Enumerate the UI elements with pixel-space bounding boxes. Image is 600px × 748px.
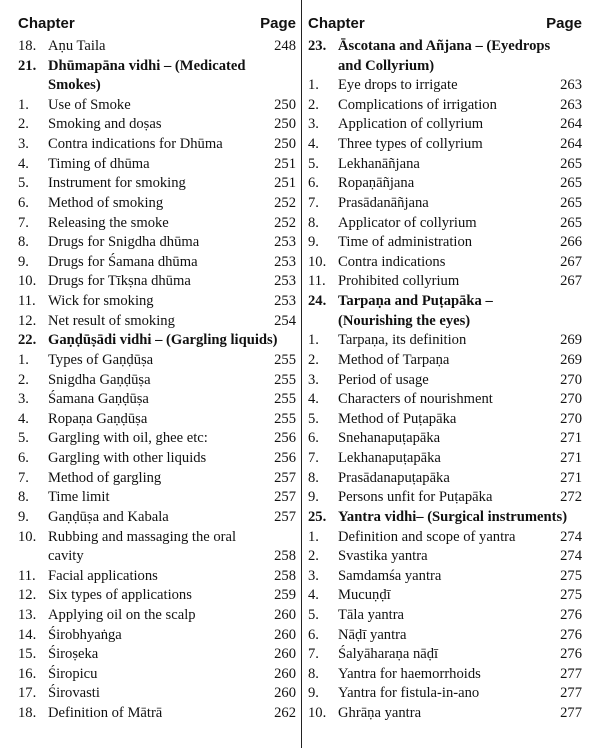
entry-title: Complications of irrigation bbox=[338, 96, 497, 113]
entry-page-number: 264 bbox=[560, 136, 582, 153]
toc-entry bbox=[18, 528, 296, 548]
toc-entry bbox=[18, 214, 296, 234]
entry-number: 23. bbox=[308, 38, 327, 54]
entry-title: Āscotana and Añjana – (Eyedrops bbox=[338, 38, 551, 54]
entry-number: 1. bbox=[18, 351, 29, 368]
entry-number: 6. bbox=[308, 430, 319, 447]
entry-page-number: 258 bbox=[274, 548, 296, 565]
entry-page-number: 250 bbox=[274, 96, 296, 113]
toc-entry bbox=[308, 371, 582, 391]
entry-page-number: 250 bbox=[274, 116, 296, 133]
entry-page-number: 260 bbox=[274, 626, 296, 643]
entry-number: 2. bbox=[18, 371, 29, 388]
toc-entry bbox=[308, 57, 582, 77]
toc-entry bbox=[308, 704, 582, 724]
entry-title: Śalyāharaṇa nāḍī bbox=[338, 646, 439, 663]
toc-entry bbox=[18, 449, 296, 469]
entry-page-number: 260 bbox=[274, 665, 296, 682]
entry-title: Persons unfit for Puṭapāka bbox=[338, 489, 493, 506]
toc-entry bbox=[18, 429, 296, 449]
entry-title: Nāḍī yantra bbox=[338, 626, 407, 643]
entry-page-number: 277 bbox=[560, 665, 582, 682]
toc-entry bbox=[308, 469, 582, 489]
toc-entry bbox=[308, 528, 582, 548]
entry-number: 10. bbox=[18, 273, 37, 290]
entry-number: 7. bbox=[18, 469, 29, 486]
entry-title: Lekhanāñjana bbox=[338, 155, 420, 172]
entry-title: Ghrāṇa yantra bbox=[338, 705, 422, 722]
entry-title: (Nourishing the eyes) bbox=[338, 312, 471, 329]
column-header bbox=[18, 15, 296, 37]
entry-title: Contra indications bbox=[338, 253, 446, 270]
toc-entry bbox=[18, 272, 296, 292]
entry-number: 14. bbox=[18, 626, 37, 643]
toc-entry bbox=[308, 174, 582, 194]
toc-entry bbox=[18, 371, 296, 391]
entry-page-number: 252 bbox=[274, 214, 296, 231]
entry-page-number: 248 bbox=[274, 38, 296, 54]
toc-entry bbox=[18, 390, 296, 410]
entry-title: Method of gargling bbox=[48, 469, 162, 486]
entry-page-number: 257 bbox=[274, 508, 296, 525]
entry-title: Mucuṇḍī bbox=[338, 587, 391, 604]
entry-title: Characters of nourishment bbox=[338, 391, 493, 408]
toc-entry bbox=[18, 233, 296, 253]
toc-entry bbox=[18, 194, 296, 214]
entry-number: 6. bbox=[308, 626, 319, 643]
entry-page-number: 257 bbox=[274, 489, 296, 506]
entry-number: 6. bbox=[18, 450, 29, 467]
entry-title: Net result of smoking bbox=[48, 312, 175, 329]
toc-entry bbox=[18, 312, 296, 332]
entry-title: Yantra for haemorrhoids bbox=[338, 665, 481, 682]
entry-title: Time of administration bbox=[338, 234, 473, 251]
entry-page-number: 253 bbox=[274, 253, 296, 270]
toc-entry bbox=[308, 135, 582, 155]
entry-title: Definition of Mātrā bbox=[48, 705, 163, 722]
toc-entry bbox=[18, 155, 296, 175]
chapter-header-label: Chapter bbox=[18, 15, 75, 32]
entry-number: 3. bbox=[308, 371, 319, 388]
entry-number: 1. bbox=[308, 528, 319, 545]
entry-number: 3. bbox=[18, 391, 29, 408]
entry-title: Aṇu Taila bbox=[48, 38, 106, 54]
entry-number: 1. bbox=[308, 332, 319, 349]
toc-entry bbox=[308, 233, 582, 253]
entry-number: 4. bbox=[308, 391, 319, 408]
toc-entry bbox=[18, 704, 296, 724]
toc-entry bbox=[308, 567, 582, 587]
entry-number: 9. bbox=[18, 508, 29, 525]
toc-entry bbox=[18, 665, 296, 685]
entry-number: 3. bbox=[308, 567, 319, 584]
entry-number: 5. bbox=[18, 175, 29, 192]
entry-number: 6. bbox=[18, 194, 29, 211]
entry-number: 11. bbox=[18, 567, 36, 584]
entry-page-number: 267 bbox=[560, 273, 582, 290]
entry-title: and Collyrium) bbox=[338, 57, 435, 74]
toc-entry bbox=[308, 429, 582, 449]
toc-entry bbox=[18, 76, 296, 96]
toc-entry bbox=[18, 37, 296, 57]
entry-page-number: 271 bbox=[560, 450, 582, 467]
entry-title: Drugs for Śamana dhūma bbox=[48, 253, 198, 270]
entry-title: Śiroṣeka bbox=[48, 646, 99, 663]
entry-number: 5. bbox=[308, 155, 319, 172]
entry-title: Method of Tarpaṇa bbox=[338, 351, 450, 368]
entry-title: Gargling with other liquids bbox=[48, 450, 207, 467]
entry-number: 4. bbox=[308, 587, 319, 604]
entry-title: Eye drops to irrigate bbox=[338, 77, 458, 94]
entry-title: Drugs for Snigdha dhūma bbox=[48, 234, 200, 251]
right-column bbox=[301, 0, 600, 748]
toc-entry bbox=[308, 586, 582, 606]
toc-entry bbox=[308, 665, 582, 685]
entry-page-number: 258 bbox=[274, 567, 296, 584]
entry-number: 7. bbox=[308, 194, 319, 211]
entry-title: Method of smoking bbox=[48, 194, 164, 211]
entry-number: 8. bbox=[308, 665, 319, 682]
toc-entry bbox=[18, 469, 296, 489]
entry-page-number: 251 bbox=[274, 155, 296, 172]
entry-page-number: 254 bbox=[274, 312, 296, 329]
entry-title: Application of collyrium bbox=[338, 116, 484, 133]
entry-page-number: 256 bbox=[274, 450, 296, 467]
entry-page-number: 259 bbox=[274, 587, 296, 604]
entry-page-number: 276 bbox=[560, 626, 582, 643]
entry-page-number: 253 bbox=[274, 293, 296, 310]
entry-title: Tarpaṇa, its definition bbox=[338, 332, 467, 349]
entry-number: 4. bbox=[18, 410, 29, 427]
toc-entry bbox=[308, 312, 582, 332]
entry-page-number: 255 bbox=[274, 371, 296, 388]
toc-entry bbox=[308, 253, 582, 273]
toc-entry bbox=[18, 410, 296, 430]
entry-page-number: 255 bbox=[274, 391, 296, 408]
entry-number: 15. bbox=[18, 646, 37, 663]
entry-number: 10. bbox=[18, 528, 37, 545]
toc-entry bbox=[18, 96, 296, 116]
toc-entry bbox=[308, 272, 582, 292]
entry-page-number: 260 bbox=[274, 685, 296, 702]
entry-number: 7. bbox=[308, 450, 319, 467]
toc-entry bbox=[308, 331, 582, 351]
entry-title: Tarpaṇa and Puṭapāka – bbox=[338, 293, 493, 310]
entry-page-number: 251 bbox=[274, 175, 296, 192]
entry-title: Rubbing and massaging the oral bbox=[48, 528, 237, 545]
entry-page-number: 269 bbox=[560, 332, 582, 349]
entry-number: 10. bbox=[308, 705, 327, 722]
entry-title: Dhūmapāna vidhi – (Medicated bbox=[48, 57, 246, 74]
entry-title: Smokes) bbox=[48, 77, 101, 94]
entry-title: Snigdha Gaṇḍūṣa bbox=[48, 371, 151, 388]
entry-page-number: 270 bbox=[560, 391, 582, 408]
entry-page-number: 266 bbox=[560, 234, 582, 251]
column-header bbox=[308, 15, 582, 37]
toc-entry bbox=[308, 194, 582, 214]
entry-title: Timing of dhūma bbox=[48, 155, 150, 172]
toc-entry bbox=[308, 488, 582, 508]
entry-title: Wick for smoking bbox=[48, 293, 154, 310]
toc-entry bbox=[18, 567, 296, 587]
entry-number: 2. bbox=[308, 548, 319, 565]
entry-title: Yantra for fistula-in-ano bbox=[338, 685, 480, 702]
entry-number: 3. bbox=[18, 136, 29, 153]
entry-number: 9. bbox=[308, 489, 319, 506]
entry-title: cavity bbox=[48, 548, 84, 565]
entry-page-number: 262 bbox=[274, 705, 296, 722]
entry-number: 16. bbox=[18, 665, 37, 682]
entry-number: 8. bbox=[18, 489, 29, 506]
entry-title: Contra indications for Dhūma bbox=[48, 136, 223, 153]
entry-page-number: 276 bbox=[560, 606, 582, 623]
toc-entry bbox=[18, 508, 296, 528]
entry-page-number: 274 bbox=[560, 548, 582, 565]
entry-number: 11. bbox=[308, 273, 326, 290]
entry-page-number: 256 bbox=[274, 430, 296, 447]
entry-title: Smoking and doṣas bbox=[48, 116, 162, 133]
entry-title: Method of Puṭapāka bbox=[338, 410, 457, 427]
entry-title: Instrument for smoking bbox=[48, 175, 186, 192]
entry-page-number: 255 bbox=[274, 410, 296, 427]
entry-number: 1. bbox=[18, 96, 29, 113]
entry-number: 22. bbox=[18, 332, 37, 349]
entry-page-number: 257 bbox=[274, 469, 296, 486]
toc-entry bbox=[308, 96, 582, 116]
entry-number: 25. bbox=[308, 508, 327, 525]
toc-entry bbox=[308, 115, 582, 135]
toc-entry bbox=[18, 547, 296, 567]
entry-number: 5. bbox=[308, 606, 319, 623]
entry-title: Samdamśa yantra bbox=[338, 567, 442, 584]
toc-entry bbox=[18, 331, 296, 351]
toc-entry bbox=[308, 449, 582, 469]
entry-page-number: 275 bbox=[560, 587, 582, 604]
toc-entry bbox=[308, 684, 582, 704]
entry-title: Types of Gaṇḍūṣa bbox=[48, 351, 154, 368]
toc-entry bbox=[308, 606, 582, 626]
entry-number: 4. bbox=[18, 155, 29, 172]
entry-number: 3. bbox=[308, 116, 319, 133]
toc-entry bbox=[308, 37, 582, 57]
entry-page-number: 269 bbox=[560, 351, 582, 368]
page-header-label: Page bbox=[260, 15, 296, 32]
entry-title: Gaṇḍūṣādi vidhi – (Gargling liquids) bbox=[48, 332, 278, 349]
entry-title: Gargling with oil, ghee etc: bbox=[48, 430, 208, 447]
entry-page-number: 270 bbox=[560, 371, 582, 388]
entry-number: 2. bbox=[308, 351, 319, 368]
entry-number: 12. bbox=[18, 312, 37, 329]
entry-page-number: 263 bbox=[560, 77, 582, 94]
entry-number: 8. bbox=[18, 234, 29, 251]
toc-entry bbox=[18, 57, 296, 77]
entry-title: Applicator of collyrium bbox=[338, 214, 477, 231]
entry-title: Śirovasti bbox=[48, 685, 100, 702]
entry-title: Prasādanapuṭapāka bbox=[338, 469, 450, 486]
entry-number: 9. bbox=[308, 234, 319, 251]
entry-page-number: 277 bbox=[560, 705, 582, 722]
entry-page-number: 276 bbox=[560, 646, 582, 663]
entry-number: 1. bbox=[308, 77, 319, 94]
entry-page-number: 260 bbox=[274, 646, 296, 663]
toc-entry bbox=[18, 135, 296, 155]
entry-page-number: 264 bbox=[560, 116, 582, 133]
entry-title: Gaṇḍūṣa and Kabala bbox=[48, 508, 169, 525]
entry-title: Definition and scope of yantra bbox=[338, 528, 516, 545]
toc-entry bbox=[308, 626, 582, 646]
entry-page-number: 265 bbox=[560, 194, 582, 211]
toc-entry bbox=[308, 351, 582, 371]
entry-number: 10. bbox=[308, 253, 327, 270]
entry-number: 8. bbox=[308, 214, 319, 231]
entry-title: Śiropicu bbox=[48, 665, 98, 682]
toc-entry bbox=[308, 214, 582, 234]
entry-number: 6. bbox=[308, 175, 319, 192]
toc-entry bbox=[18, 115, 296, 135]
entry-title: Lekhanapuṭapāka bbox=[338, 450, 441, 467]
toc-entry bbox=[308, 155, 582, 175]
toc-entry bbox=[18, 174, 296, 194]
entry-title: Period of usage bbox=[338, 371, 429, 388]
toc-entry bbox=[18, 351, 296, 371]
toc-entry bbox=[18, 488, 296, 508]
entry-number: 9. bbox=[308, 685, 319, 702]
entry-page-number: 277 bbox=[560, 685, 582, 702]
entry-number: 2. bbox=[18, 116, 29, 133]
entry-title: Ropaṇāñjana bbox=[338, 175, 415, 192]
entry-title: Use of Smoke bbox=[48, 96, 131, 113]
chapter-header-label: Chapter bbox=[308, 15, 365, 32]
entry-title: Drugs for Tīkṣna dhūma bbox=[48, 273, 191, 290]
entry-number: 17. bbox=[18, 685, 37, 702]
entry-title: Prohibited collyrium bbox=[338, 273, 460, 290]
entry-number: 9. bbox=[18, 253, 29, 270]
entry-number: 12. bbox=[18, 587, 37, 604]
toc-entry bbox=[18, 606, 296, 626]
entry-title: Snehanapuṭapāka bbox=[338, 430, 441, 447]
entry-title: Tāla yantra bbox=[338, 606, 405, 623]
entry-page-number: 260 bbox=[274, 606, 296, 623]
entry-title: Svastika yantra bbox=[338, 548, 428, 565]
entry-page-number: 270 bbox=[560, 410, 582, 427]
toc-entry bbox=[18, 253, 296, 273]
toc-entry bbox=[18, 586, 296, 606]
entry-page-number: 275 bbox=[560, 567, 582, 584]
entry-page-number: 253 bbox=[274, 273, 296, 290]
toc-entry bbox=[308, 76, 582, 96]
entry-page-number: 271 bbox=[560, 430, 582, 447]
toc-entry bbox=[308, 410, 582, 430]
entry-title: Time limit bbox=[48, 489, 110, 506]
entry-number: 18. bbox=[18, 705, 37, 722]
entry-page-number: 267 bbox=[560, 253, 582, 270]
entry-title: Six types of applications bbox=[48, 587, 192, 604]
entry-page-number: 255 bbox=[274, 351, 296, 368]
entry-title: Yantra vidhi– (Surgical instruments) bbox=[338, 508, 568, 525]
entry-title: Śirobhyaṅga bbox=[48, 626, 122, 643]
entry-page-number: 265 bbox=[560, 155, 582, 172]
toc-entry bbox=[18, 292, 296, 312]
entry-page-number: 265 bbox=[560, 214, 582, 231]
entry-page-number: 250 bbox=[274, 136, 296, 153]
toc-entry bbox=[308, 508, 582, 528]
page-header-label: Page bbox=[546, 15, 582, 32]
entry-number: 18. bbox=[18, 38, 37, 54]
entry-title: Applying oil on the scalp bbox=[48, 606, 196, 623]
entry-number: 4. bbox=[308, 136, 319, 153]
entry-page-number: 274 bbox=[560, 528, 582, 545]
toc-entry bbox=[18, 626, 296, 646]
toc-entry bbox=[308, 547, 582, 567]
entry-title: Facial applications bbox=[48, 567, 158, 584]
entry-page-number: 272 bbox=[560, 489, 582, 506]
entry-title: Releasing the smoke bbox=[48, 214, 169, 231]
entry-title: Śamana Gaṇḍūṣa bbox=[48, 391, 149, 408]
entry-number: 2. bbox=[308, 96, 319, 113]
toc-entry bbox=[18, 684, 296, 704]
entry-number: 8. bbox=[308, 469, 319, 486]
entry-page-number: 271 bbox=[560, 469, 582, 486]
entry-title: Prasādanāñjana bbox=[338, 194, 429, 211]
entry-number: 24. bbox=[308, 293, 327, 310]
entry-page-number: 265 bbox=[560, 175, 582, 192]
toc-entry bbox=[308, 645, 582, 665]
entry-page-number: 252 bbox=[274, 194, 296, 211]
entry-page-number: 253 bbox=[274, 234, 296, 251]
entry-number: 13. bbox=[18, 606, 37, 623]
toc-entry bbox=[18, 645, 296, 665]
entry-title: Ropaṇa Gaṇḍūṣa bbox=[48, 410, 148, 427]
entry-number: 7. bbox=[18, 214, 29, 231]
entry-page-number: 263 bbox=[560, 96, 582, 113]
entry-number: 5. bbox=[308, 410, 319, 427]
toc-entry bbox=[308, 390, 582, 410]
entry-number: 21. bbox=[18, 57, 37, 74]
entry-title: Three types of collyrium bbox=[338, 136, 483, 153]
toc-entry bbox=[308, 292, 582, 312]
entry-number: 11. bbox=[18, 293, 36, 310]
entry-number: 7. bbox=[308, 646, 319, 663]
entry-number: 5. bbox=[18, 430, 29, 447]
